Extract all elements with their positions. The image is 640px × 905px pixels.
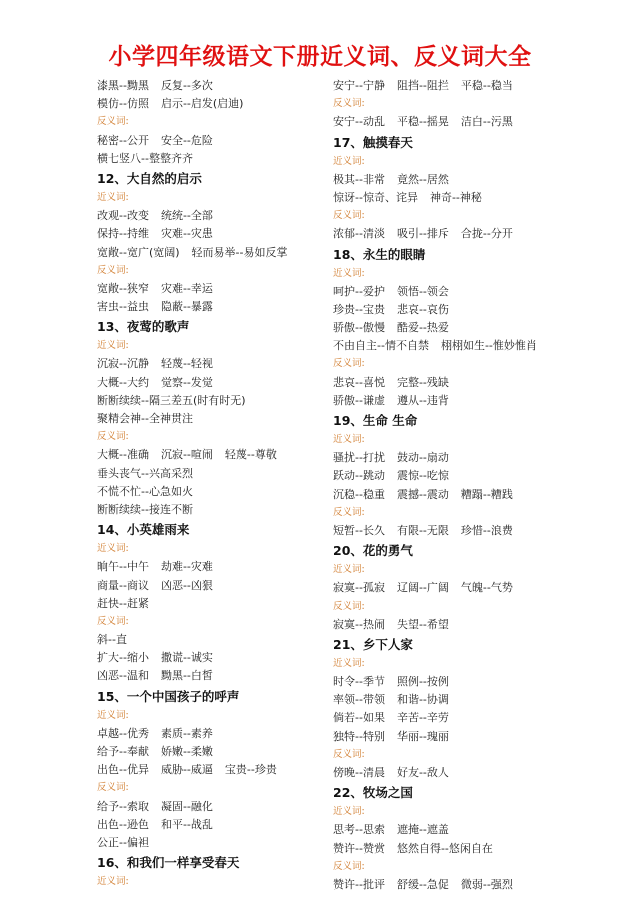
word-pair: 和谐--协调 [396,693,449,707]
word-pair: 遵从--违背 [396,393,449,407]
word-pair-row [97,392,327,410]
word-type-label: 反义词: [333,860,365,872]
word-pair-row [333,392,593,410]
word-pair: 害虫--益虫 [97,300,149,314]
word-pair-row [97,577,327,595]
section-heading: 20、花的勇气 [333,543,413,559]
section-heading: 16、和我们一样享受春天 [97,855,240,871]
word-pair: 呵护--爱护 [333,284,385,298]
word-pair: 悲哀--哀伤 [396,302,449,316]
section-heading: 22、牧场之国 [333,785,413,801]
word-pair: 照例--按例 [396,675,449,689]
word-pair: 卓越--优秀 [97,726,149,740]
word-pair: 时令--季节 [333,675,385,689]
word-pair: 给予--索取 [97,799,149,813]
word-pair-row [97,465,327,483]
word-pair-row [333,764,593,782]
word-pair: 好友--敌人 [396,766,449,779]
word-pair-row [333,301,593,319]
word-pair: 商量--商议 [97,578,149,592]
section-heading: 15、一个中国孩子的呼声 [97,688,240,704]
word-pair: 劫难--灾难 [160,560,213,574]
word-pair: 率领--带领 [333,693,385,707]
word-pair-row [333,337,593,355]
word-pair: 平稳--稳当 [460,79,513,92]
word-pair: 大概--大约 [97,375,149,389]
word-pair-row [97,631,327,649]
word-pair: 沉寂--喧闹 [160,448,213,462]
word-pair: 悠然自得--悠闲自在 [396,841,493,855]
word-pair: 短暂--长久 [333,523,385,537]
word-pair: 酷爱--热爱 [396,321,449,335]
word-pair-row [333,709,593,727]
word-pair: 鼓动--扇动 [396,451,449,465]
word-pair: 晌午--中午 [97,560,149,574]
word-type-label: 反义词: [333,358,365,370]
word-pair-row [97,244,327,262]
word-pair: 出色--逊色 [97,817,149,831]
word-pair: 骚扰--打扰 [333,451,385,465]
word-pair: 吸引--排斥 [396,227,449,241]
page-title: 小学四年级语文下册近义词、反义词大全 [108,44,532,70]
word-pair-row [97,410,327,428]
word-pair: 不慌不忙--心急如火 [97,484,193,498]
word-pair: 失望--希望 [396,617,449,631]
word-pair: 神奇--神秘 [429,190,482,204]
word-pair-row [333,467,593,485]
word-pair: 赞许--赞赏 [333,841,385,855]
word-type-label: 反义词: [333,748,365,760]
word-pair: 安全--危险 [160,133,213,147]
word-pair: 合拢--分开 [460,227,513,241]
word-pair: 宽敞--宽广(宽阔) [97,245,180,259]
word-pair: 漆黑--黝黑 [97,79,149,92]
word-pair-row [97,446,327,464]
word-pair: 轻而易举--易如反掌 [191,245,288,259]
word-pair-row [97,558,327,576]
word-pair-row [333,486,593,504]
word-pair-row [333,77,593,95]
word-pair: 和平--战乱 [160,817,213,831]
word-pair: 领悟--领会 [396,284,449,298]
word-pair-row [333,113,593,131]
word-pair-row [97,761,327,779]
word-pair: 震撼--震动 [396,487,449,501]
section-heading: 14、小英雄雨来 [97,522,190,538]
word-pair: 启示--启发(启迪) [160,97,244,111]
word-pair: 华丽--瑰丽 [396,729,449,743]
word-type-label: 近义词: [97,340,129,352]
word-pair: 微弱--强烈 [460,877,513,891]
word-pair: 沉寂--沉静 [97,357,149,371]
word-pair: 秘密--公开 [97,133,149,147]
word-pair: 倘若--如果 [333,711,385,725]
word-pair-row [97,501,327,519]
word-pair: 惊讶--惊奇、诧异 [333,190,418,204]
word-pair: 隐蔽--暴露 [160,300,213,314]
word-pair: 珍惜--浪费 [460,523,513,537]
word-pair: 沉稳--稳重 [333,487,385,501]
word-pair-row [97,667,327,685]
word-pair: 模仿--仿照 [97,97,149,111]
word-pair-row [97,95,327,113]
word-type-label: 近义词: [333,267,365,279]
word-pair-row [333,374,593,392]
word-pair: 独特--特别 [333,729,385,743]
section-heading: 19、生命 生命 [333,413,418,428]
word-pair: 觉察--发觉 [160,375,213,389]
word-pair-row [333,728,593,746]
word-pair: 斜--直 [97,633,127,647]
word-pair: 舒缓--急促 [396,877,449,891]
word-type-label: 反义词: [97,431,129,443]
word-type-label: 近义词: [333,155,365,167]
word-pair-row [333,225,593,243]
word-pair: 出色--优异 [97,763,149,777]
word-pair: 安宁--动乱 [333,115,385,129]
word-pair-row [97,355,327,373]
word-pair-row [333,283,593,301]
word-pair-row [97,595,327,613]
word-pair: 撒谎--诚实 [160,651,213,665]
word-type-label: 近义词: [333,657,365,669]
word-pair: 气魄--气势 [460,581,513,595]
word-pair: 有限--无限 [396,523,449,537]
word-pair: 威胁--威逼 [160,763,213,777]
word-pair: 浓郁--清淡 [333,227,385,241]
section-heading: 17、触摸春天 [333,134,413,150]
word-pair-row [97,725,327,743]
word-pair: 寂寞--热闹 [333,617,385,631]
word-pair: 辽阔--广阔 [396,581,449,595]
word-pair: 公正--偏袒 [97,835,149,849]
word-pair: 统统--全部 [160,209,213,223]
word-pair: 栩栩如生--惟妙惟肖 [440,339,537,353]
word-pair-row [97,834,327,852]
word-pair: 平稳--摇晃 [396,115,449,129]
word-pair-row [97,649,327,667]
word-pair: 轻蔑--轻视 [160,357,213,371]
word-pair-row [97,298,327,316]
word-pair: 断断续续--接连不断 [97,502,193,516]
word-type-label: 反义词: [97,782,129,794]
word-type-label: 近义词: [333,806,365,818]
word-pair: 灾难--幸运 [160,281,213,295]
word-pair: 傍晚--清晨 [333,766,385,779]
word-pair-row [97,207,327,225]
word-pair-row [333,840,593,858]
word-pair-row [97,280,327,298]
word-pair: 扩大--缩小 [97,651,149,665]
section-heading: 12、大自然的启示 [97,170,202,186]
word-pair: 垂头丧气--兴高采烈 [97,466,193,480]
word-pair-row [333,821,593,839]
word-pair: 震惊--吃惊 [396,469,449,483]
word-pair-row [333,579,593,597]
word-pair: 改观--改变 [97,209,149,223]
word-pair: 骄傲--傲慢 [333,321,385,335]
word-pair: 断断续续--隔三差五(时有时无) [97,393,246,407]
word-pair: 娇嫩--柔嫩 [160,745,213,758]
word-pair-row [97,374,327,392]
word-type-label: 近义词: [333,434,365,445]
word-type-label: 近义词: [333,564,365,576]
word-pair-row [333,171,593,189]
word-pair: 辛苦--辛劳 [396,711,449,725]
word-pair-row [333,522,593,540]
word-pair: 保持--持维 [97,227,149,241]
word-pair: 聚精会神--全神贯注 [97,412,193,425]
word-pair-row [333,673,593,691]
word-pair: 极其--非常 [333,172,385,186]
word-type-label: 近义词: [97,876,129,888]
word-pair: 凶恶--凶狠 [160,578,213,592]
word-type-label: 反义词: [97,615,129,627]
word-pair-row [333,449,593,467]
word-pair: 灾难--灾患 [160,227,213,241]
word-pair-row [333,876,593,894]
word-type-label: 反义词: [333,506,365,518]
word-pair: 悲哀--喜悦 [333,375,385,389]
word-type-label: 近义词: [97,709,129,721]
word-pair: 洁白--污黑 [460,115,513,129]
word-pair-row [97,798,327,816]
right-column [333,77,593,894]
word-pair-row [97,132,327,150]
left-column [97,77,327,891]
word-pair: 素质--素养 [160,726,213,740]
word-pair: 完整--残缺 [396,375,449,389]
word-pair-row [333,189,593,207]
word-pair: 黝黑--白皙 [160,669,213,683]
word-pair-row [97,150,327,168]
word-pair-row [97,483,327,501]
word-pair: 不由自主--情不自禁 [333,339,429,353]
word-pair: 安宁--宁静 [333,79,385,92]
word-pair: 竟然--居然 [396,172,449,186]
word-pair: 凶恶--温和 [97,669,149,683]
word-pair-row [97,225,327,243]
word-pair: 寂寞--孤寂 [333,581,385,595]
word-pair: 大概--准确 [97,448,149,462]
word-pair: 珍贵--宝贵 [333,302,385,316]
word-type-label: 近义词: [97,191,129,203]
word-pair: 遮掩--遮盖 [396,823,449,837]
word-pair-row [97,77,327,95]
word-pair-row [97,816,327,834]
word-type-label: 反义词: [333,600,365,612]
word-pair: 思考--思索 [333,823,385,837]
word-pair: 宝贵--珍贵 [224,763,277,777]
word-pair: 赞许--批评 [333,877,385,891]
word-pair: 轻蔑--尊敬 [224,448,277,462]
word-pair-row [333,691,593,709]
section-heading: 21、乡下人家 [333,636,413,652]
word-pair-row [333,319,593,337]
word-pair: 给予--奉献 [97,745,149,758]
word-pair: 赶快--赶紧 [97,596,149,610]
word-type-label: 反义词: [97,116,129,128]
word-pair: 凝固--融化 [160,799,213,813]
section-heading: 13、夜莺的歌声 [97,319,190,335]
word-pair: 跃动--跳动 [333,469,385,483]
word-pair-row [97,743,327,761]
word-pair: 宽敞--狭窄 [97,281,149,295]
word-pair-row [333,616,593,634]
word-pair: 骄傲--谦虚 [333,393,385,407]
word-pair: 阻挡--阻拦 [396,79,449,92]
word-pair: 反复--多次 [160,79,213,92]
word-type-label: 反义词: [333,98,365,110]
section-heading: 18、永生的眼睛 [333,246,426,262]
word-type-label: 反义词: [97,264,129,276]
word-type-label: 反义词: [333,210,365,222]
word-type-label: 近义词: [97,543,129,555]
word-pair: 糟蹋--糟践 [460,487,513,501]
word-pair: 横七竖八--整整齐齐 [97,151,193,165]
